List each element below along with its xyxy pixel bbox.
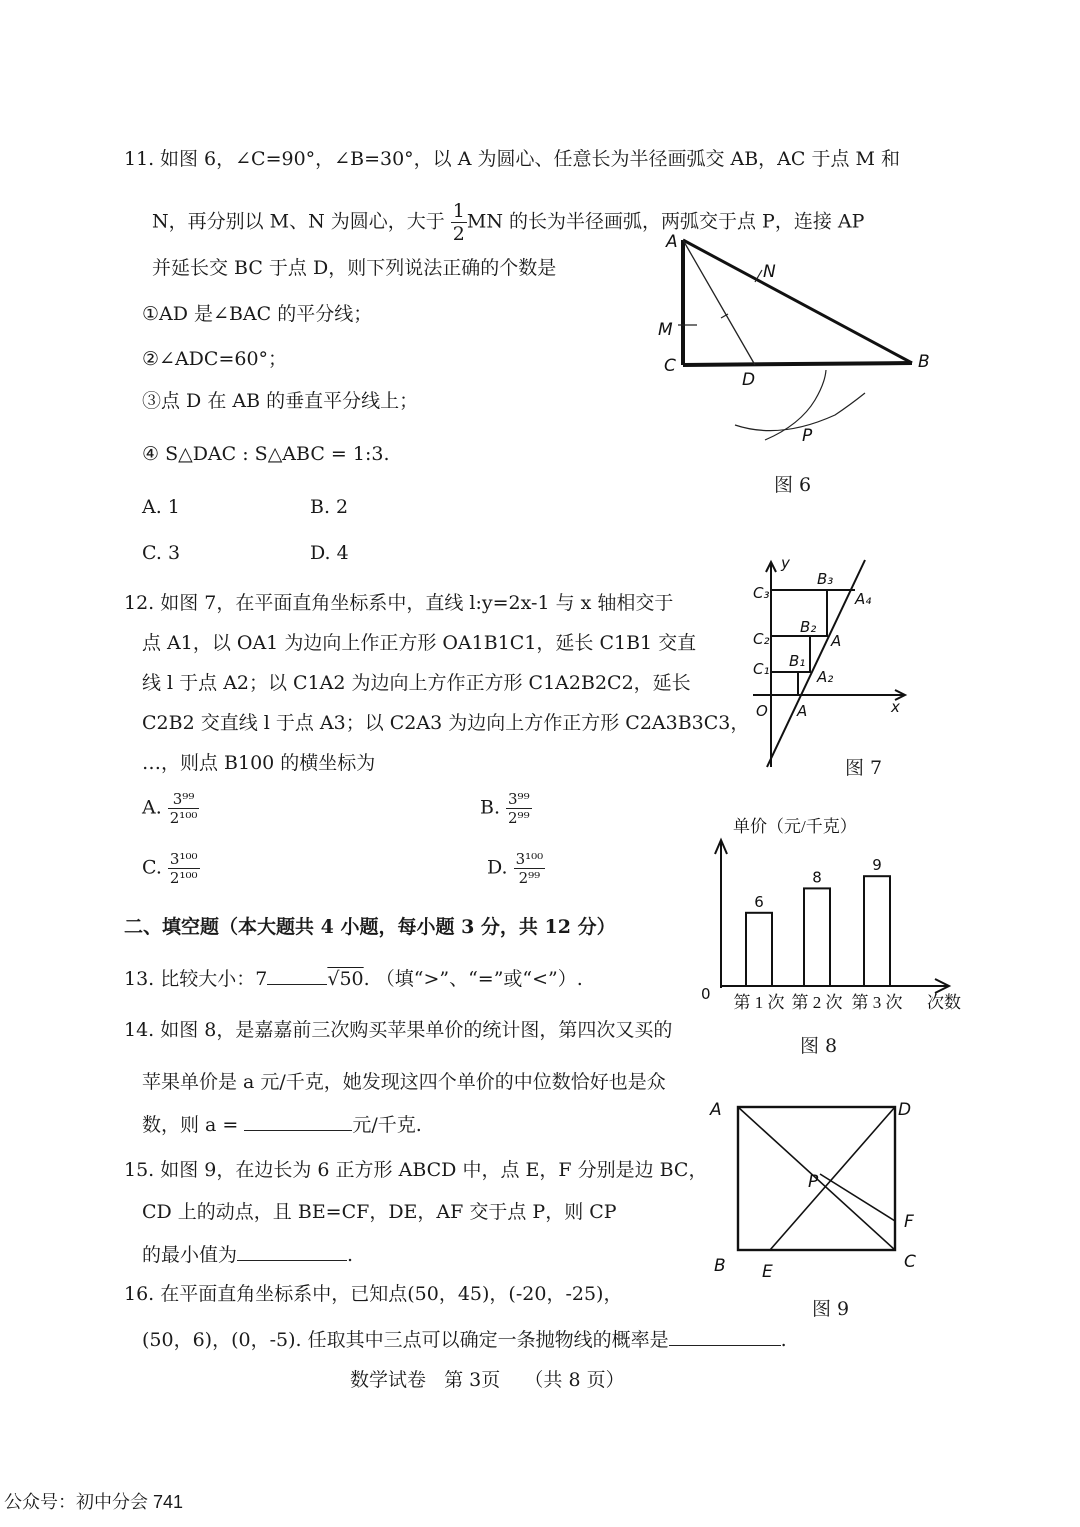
fig7-label-c3: C₃ [753, 584, 770, 602]
q15-line2: CD 上的动点，且 BE=CF，DE，AF 交于点 P，则 CP [142, 1201, 617, 1223]
q11-number: 11. [124, 148, 155, 170]
q11-statement-1: ①AD 是∠BAC 的平分线； [142, 303, 373, 325]
fig7-label-c2: C₂ [753, 630, 770, 648]
q11-fraction: $\frac{1}{2}$ [452, 200, 465, 245]
chart-xlabel: 次数 [927, 993, 961, 1012]
q12-line4: C2B2 交直线 l 于点 A3；以 C2A3 为边向上方作正方形 C2A3B3C3， [142, 712, 750, 734]
fig9-label-a: A [710, 1100, 722, 1120]
q11-option-a: A. 1 [142, 496, 180, 518]
q11-option-d: D. 4 [310, 542, 349, 564]
fig7-label-b1: B₁ [789, 652, 806, 670]
chart-category-label: 第 2 次 [791, 993, 843, 1012]
q12-line1: 12. 如图 7，在平面直角坐标系中，直线 l:y=2x-1 与 x 轴相交于 [124, 592, 674, 614]
q12-option-a: A. $\frac{\text{3⁹⁹}}{\text{2¹⁰⁰}}$ [142, 790, 198, 827]
q11-statement-4: ④ S△DAC : S△ABC = 1:3. [142, 443, 390, 465]
q16-line2: (50，6)，(0，-5). 任取其中三点可以确定一条抛物线的概率是 . [142, 1329, 787, 1351]
chart-category-label: 第 3 次 [851, 993, 903, 1012]
figure-7 [745, 552, 915, 772]
q14-line2: 苹果单价是 a 元/千克，她发现这四个单价的中位数恰好也是众 [142, 1071, 666, 1093]
q11-statement-3: ③点 D 在 AB 的垂直平分线上； [142, 390, 419, 412]
fig7-label-o: O [756, 702, 768, 720]
q12-option-d: D. $\frac{\text{3¹⁰⁰}}{\text{2⁹⁹}}$ [487, 850, 544, 887]
fig7-label-a4: A₄ [855, 590, 872, 608]
q16-line1: 16. 在平面直角坐标系中，已知点(50，45)，(-20，-25)， [124, 1283, 623, 1305]
figure-8-caption: 图 8 [800, 1035, 838, 1057]
figure-8-bar-chart [695, 810, 985, 1025]
section-2-heading: 二、填空题（本大题共 4 小题，每小题 3 分，共 12 分） [124, 916, 616, 938]
figure-6 [650, 225, 950, 455]
fig7-label-c1: C₁ [753, 660, 770, 678]
fig7-label-a1: A [797, 702, 808, 720]
chart-ylabel: 单价（元/千克） [733, 817, 857, 836]
fig6-label-d: D [742, 370, 756, 390]
q15-line1: 15. 如图 9，在边长为 6 正方形 ABCD 中，点 E，F 分别是边 BC， [124, 1159, 708, 1181]
chart-bar [804, 888, 830, 986]
q12-option-b: B. $\frac{\text{3⁹⁹}}{\text{2⁹⁹}}$ [480, 790, 530, 827]
q12-line5: …，则点 B100 的横坐标为 [142, 752, 376, 774]
q13-answer-blank[interactable] [267, 984, 327, 985]
q11-option-b: B. 2 [310, 496, 349, 518]
q15-answer-blank[interactable] [237, 1260, 347, 1261]
fig6-label-a: A [666, 232, 678, 252]
fig9-label-d: D [898, 1100, 912, 1120]
fig7-label-b2: B₂ [800, 618, 817, 636]
chart-value-label: 8 [812, 868, 822, 887]
fig7-label-x: x [891, 698, 900, 716]
fig9-label-b: B [714, 1256, 726, 1276]
q13-sqrt: √50 [327, 968, 364, 990]
fig6-label-m: M [658, 320, 673, 340]
fig9-label-p: P [808, 1172, 819, 1192]
q12-line2: 点 A1，以 OA1 为边向上作正方形 OA1B1C1，延长 C1B1 交直 [142, 632, 697, 654]
q13-line: 13. 比较大小：7 √50. （填“>”、“=”或“<”）. [124, 968, 583, 990]
q15-line3: 的最小值为 . [142, 1244, 354, 1266]
figure-6-caption: 图 6 [774, 474, 812, 496]
q14-line3: 数，则 a = 元/千克. [142, 1114, 422, 1136]
q11-line3: 并延长交 BC 于点 D，则下列说法正确的个数是 [152, 257, 557, 279]
watermark: 公众号：初中分会 741 [4, 1492, 184, 1512]
q11-line1: 如图 6，∠C=90°，∠B=30°，以 A 为圆心、任意长为半径画弧交 AB，AC 于点 M 和 [160, 148, 901, 170]
fig6-label-p: P [802, 426, 813, 446]
q11-line2-b: MN 的长为半径画弧，两弧交于点 P，连接 AP [466, 210, 865, 233]
page-footer: 数学试卷 第 3页 （共 8 页） [350, 1369, 625, 1391]
fig9-label-f: F [904, 1212, 914, 1232]
fig7-label-y: y [781, 554, 790, 572]
fig6-label-n: N [763, 262, 776, 282]
q14-answer-blank[interactable] [244, 1130, 352, 1131]
chart-value-label: 9 [872, 856, 882, 875]
q14-line1: 14. 如图 8，是嘉嘉前三次购买苹果单价的统计图，第四次又买的 [124, 1019, 673, 1041]
q12-line3: 线 l 于点 A2；以 C1A2 为边向上方作正方形 C1A2B2C2，延长 [142, 672, 691, 694]
chart-bar [864, 876, 890, 986]
fig9-label-e: E [762, 1262, 773, 1282]
figure-9 [700, 1095, 930, 1285]
figure-9-caption: 图 9 [812, 1298, 850, 1320]
chart-bar [746, 913, 772, 986]
fig9-label-c: C [904, 1252, 916, 1272]
chart-value-label: 6 [754, 892, 764, 911]
q11-line2-a: N，再分别以 M、N 为圆心，大于 [152, 210, 445, 233]
q11-option-c: C. 3 [142, 542, 181, 564]
fig6-label-c: C [664, 356, 676, 376]
figure-7-caption: 图 7 [845, 757, 883, 779]
chart-origin-label: 0 [701, 985, 711, 1003]
fig6-label-b: B [918, 352, 930, 372]
chart-category-label: 第 1 次 [733, 993, 785, 1012]
q11-statement-2: ②∠ADC=60°； [142, 348, 288, 370]
fig7-label-a2: A₂ [817, 668, 834, 686]
q16-answer-blank[interactable] [669, 1345, 781, 1346]
fig7-label-b3: B₃ [817, 570, 834, 588]
q12-option-c: C. $\frac{\text{3¹⁰⁰}}{\text{2¹⁰⁰}}$ [142, 850, 198, 887]
fig7-label-a3: A [831, 632, 842, 650]
